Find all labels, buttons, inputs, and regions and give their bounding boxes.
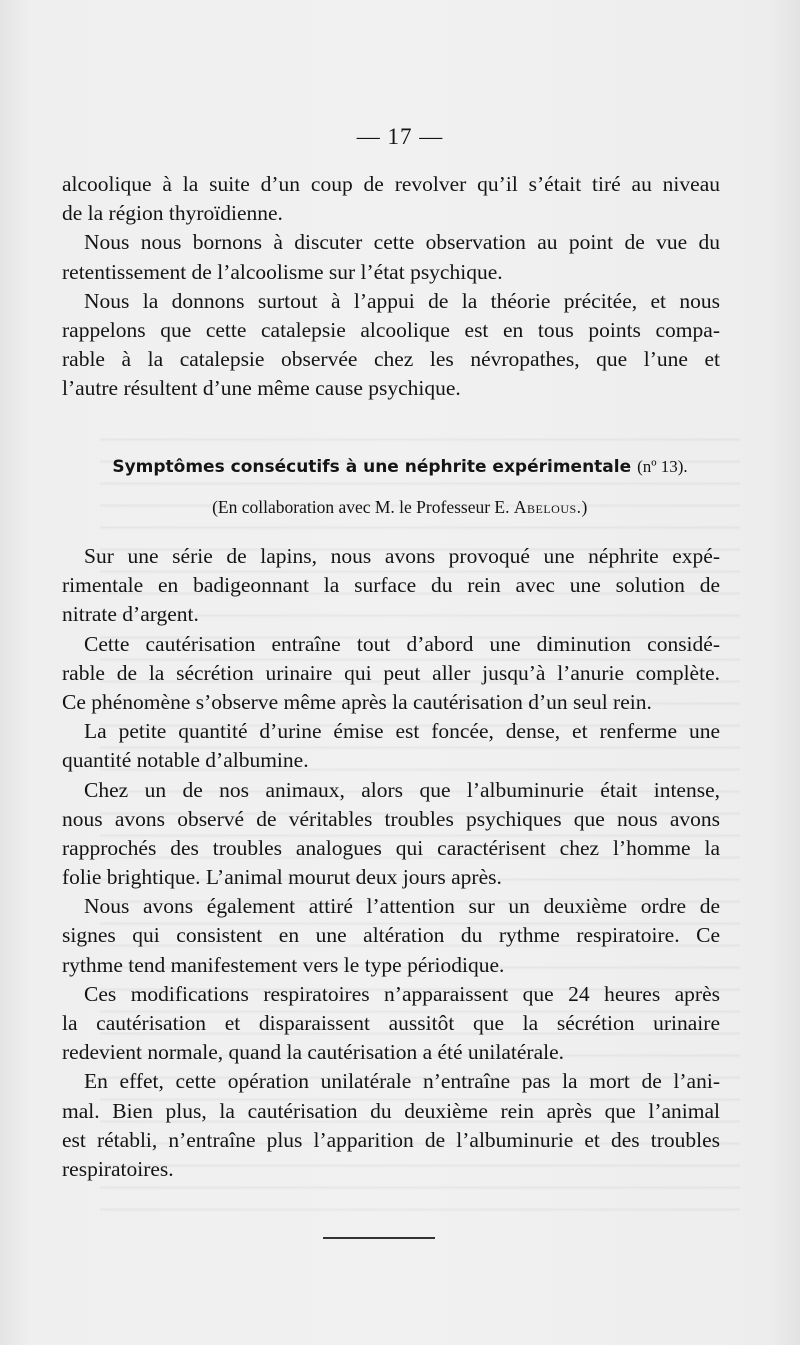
text-line: rapprochés des troubles analogues qui caractérisent chez l’homme la — [62, 835, 720, 860]
text-line: Nous avons également attiré l’attention sur un deuxième ordre de — [84, 894, 720, 919]
text-line: Sur une série de lapins, nous avons provoqué une néphrite expé- — [84, 544, 720, 568]
text-line: folie brightique. L’animal mourut deux jours après. — [62, 865, 502, 890]
text-line: Ces modifications respiratoires n’apparaissent que 24 heures après — [84, 981, 720, 1006]
collaborator-name: Abelous.) — [513, 497, 588, 517]
section-heading — [0, 457, 800, 477]
text-line: rappelons que cette catalepsie alcoolique est en tous points compa- — [62, 317, 720, 342]
text-line: nitrate d’argent. — [62, 602, 199, 627]
text-line: rable de la sécrétion urinaire qui peut aller jusqu’à l’anurie complète. — [62, 660, 720, 685]
text-line: retentissement de l’alcoolisme sur l’état psychique. — [62, 259, 503, 284]
text-line: rable à la catalepsie observée chez les névropathes, que l’une et — [62, 347, 720, 372]
text-line: respiratoires. — [62, 1156, 174, 1181]
text-line: rimentale en badigeonnant la surface du rein avec une solution de — [62, 573, 720, 598]
text-line: En effet, cette opération unilatérale n’entraîne pas la mort de l’ani- — [84, 1069, 720, 1094]
page-number: — 17 — — [356, 124, 444, 149]
section-number: (nº 13). — [637, 457, 688, 476]
text-line: redevient normale, quand la cautérisation a été unilatérale. — [62, 1040, 565, 1065]
text-line: Ce phénomène s’observe même après la cautérisation d’un seul rein. — [62, 689, 652, 714]
collaboration-note — [0, 497, 800, 518]
text-line: alcoolique à la suite d’un coup de revolver qu’il s’était tiré au niveau — [62, 172, 720, 196]
text-line: de la région thyroïdienne. — [62, 201, 283, 226]
text-line: l’autre résultent d’une même cause psychique. — [62, 376, 461, 401]
text-line: mal. Bien plus, la cautérisation du deuxième rein après que l’animal — [62, 1098, 720, 1123]
section-heading-text: Symptômes consécutifs à une néphrite expérimentale — [112, 457, 632, 477]
end-rule-divider — [323, 1237, 435, 1239]
main-text-block — [62, 542, 720, 1184]
text-line: signes qui consistent en une altération du rythme respiratoire. Ce — [62, 923, 720, 948]
text-line: Chez un de nos animaux, alors que l’albuminurie était intense, — [84, 777, 720, 802]
text-line: la cautérisation et disparaissent aussitôt que la sécrétion urinaire — [62, 1011, 720, 1035]
text-line: quantité notable d’albumine. — [62, 748, 309, 773]
intro-text-block — [62, 170, 720, 404]
text-line: nous avons observé de véritables troubles psychiques que nous avons — [62, 806, 720, 831]
text-line: La petite quantité d’urine émise est foncée, dense, et renferme une — [84, 719, 720, 744]
text-line: est rétabli, n’entraîne plus l’apparition de l’albuminurie et des troubles — [62, 1127, 720, 1152]
collaboration-prefix: (En collaboration avec M. le Professeur E. — [212, 497, 510, 517]
text-line: Nous la donnons surtout à l’appui de la théorie précitée, et nous — [84, 288, 720, 313]
text-line: Nous nous bornons à discuter cette observation au point de vue du — [84, 230, 720, 255]
text-line: rythme tend manifestement vers le type périodique. — [62, 952, 505, 977]
text-line: Cette cautérisation entraîne tout d’abord une diminution considé- — [84, 631, 720, 656]
